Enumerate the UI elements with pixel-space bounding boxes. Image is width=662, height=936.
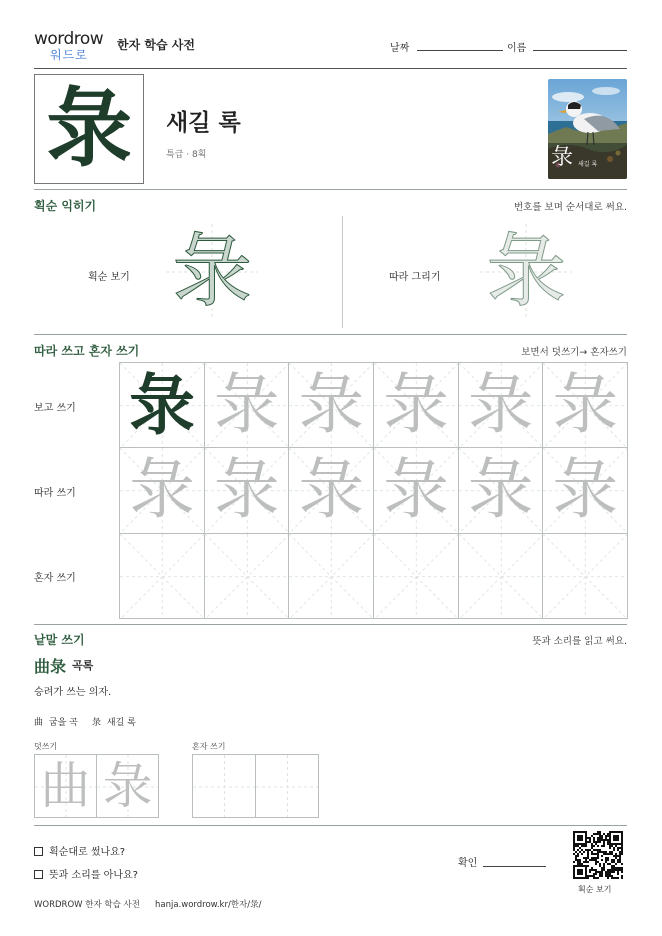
footer-url[interactable]: hanja.wordrow.kr/한자/彔/ [155, 900, 262, 910]
row-label-solo: 혼자 쓰기 [34, 573, 76, 584]
practice-cell[interactable] [119, 362, 205, 448]
qr-label: 획순 보기 [578, 885, 612, 894]
word-cell-guide [256, 755, 319, 818]
meaning-reading: 새길 록 [166, 110, 241, 136]
cell-guide-lines [459, 534, 544, 619]
word-cell[interactable] [255, 754, 319, 818]
word-char-gloss-2 [92, 715, 136, 728]
practice-cell[interactable] [458, 533, 544, 619]
word-char-gloss-1 [34, 715, 78, 728]
word-trace-char: 彔 [102, 757, 153, 815]
practice-cell[interactable] [373, 533, 459, 619]
confirm-field[interactable] [483, 866, 546, 867]
word-solo-boxes [192, 754, 318, 818]
practice-cell[interactable] [204, 533, 290, 619]
cell-guide-lines [374, 534, 459, 619]
trace-char: 彔 [467, 451, 534, 529]
practice-cell[interactable] [288, 447, 374, 533]
stroke-trace-figure[interactable] [480, 224, 572, 320]
practice-cell[interactable] [373, 362, 459, 448]
practice-cell[interactable] [204, 362, 290, 448]
practice-grid [119, 362, 627, 618]
trace-char: 彔 [467, 366, 534, 444]
row-label-see: 보고 쓰기 [34, 403, 76, 414]
word-trace-label: 덧쓰기 [34, 742, 58, 751]
checklist-item-2[interactable] [34, 866, 138, 881]
thumbnail-char: 彔 [551, 145, 574, 170]
trace-char: 彔 [382, 451, 449, 529]
word-trace-char: 曲 [40, 757, 91, 815]
check1-text: 획순대로 썼나요? [49, 847, 126, 858]
rule-3 [34, 624, 627, 625]
stroke-view-figure [166, 224, 258, 320]
qr-code[interactable] [573, 831, 623, 879]
stroke-trace-char: 彔 [486, 225, 566, 318]
trace-char: 彔 [128, 451, 195, 529]
footer-brand: WORDROW 한자 학습 사전 [34, 900, 140, 910]
logo-korean: 워드로 [50, 48, 88, 62]
main-char: 彔 [46, 78, 132, 179]
practice-section-note: 보면서 덧쓰기→ 혼자쓰기 [521, 347, 627, 358]
stroke-view-char: 彔 [172, 225, 252, 318]
stroke-section-title: 획순 익히기 [34, 199, 97, 213]
cell-guide-lines [120, 534, 205, 619]
main-char-box [34, 74, 144, 184]
rule-4 [34, 825, 627, 826]
checkbox-2[interactable] [34, 870, 43, 879]
bird-thumbnail [548, 79, 627, 179]
trace-char: 彔 [213, 451, 280, 529]
stroke-view-label: 획순 보기 [88, 272, 130, 283]
stroke-divider [342, 216, 343, 328]
practice-cell[interactable] [204, 447, 290, 533]
header-rule [34, 68, 627, 69]
rule-1 [34, 189, 627, 190]
practice-cell[interactable] [119, 447, 205, 533]
gloss-text-2: 새길 록 [106, 718, 136, 728]
trace-char: 彔 [382, 366, 449, 444]
gloss-text-1: 굽을 곡 [48, 718, 78, 728]
checkbox-1[interactable] [34, 847, 43, 856]
gloss-char-2: 彔 [92, 718, 102, 728]
practice-cell[interactable] [288, 533, 374, 619]
word-section-title: 낱말 쓰기 [34, 633, 85, 647]
stroke-section-note: 번호를 보며 순서대로 써요. [513, 202, 627, 213]
practice-section-title: 따라 쓰고 혼자 쓰기 [34, 344, 140, 358]
logo [34, 30, 104, 64]
word-section-note: 뜻과 소리를 읽고 써요. [532, 636, 627, 647]
trace-char: 彔 [298, 451, 365, 529]
model-char: 彔 [128, 366, 195, 445]
word-cell[interactable] [96, 754, 159, 818]
rule-2 [34, 334, 627, 335]
cell-guide-lines [205, 534, 290, 619]
confirm-label: 확인 [458, 858, 478, 869]
date-field[interactable] [417, 50, 503, 51]
gloss-char-1: 曲 [34, 718, 44, 728]
header-title: 한자 학습 사전 [117, 38, 195, 52]
thumbnail-caption: 새길 록 [578, 161, 598, 168]
date-label: 날짜 [390, 43, 410, 54]
practice-cell[interactable] [458, 362, 544, 448]
check2-text: 뜻과 소리를 아나요? [49, 870, 138, 881]
logo-wordmark: wordrow [34, 29, 104, 49]
trace-char: 彔 [213, 366, 280, 444]
word-definition: 승려가 쓰는 의자. [34, 687, 112, 698]
qr-code-graphic [573, 831, 623, 879]
practice-cell[interactable] [288, 362, 374, 448]
practice-cell[interactable] [542, 533, 628, 619]
word-cell-guide [193, 755, 256, 818]
word-solo-label: 혼자 쓰기 [192, 742, 226, 751]
word-reading: 곡록 [72, 659, 94, 672]
checklist-item-1[interactable] [34, 843, 125, 858]
trace-char: 彔 [298, 366, 365, 444]
trace-char: 彔 [552, 366, 619, 444]
practice-cell[interactable] [542, 362, 628, 448]
grade-strokes: 특급 · 8획 [166, 150, 207, 160]
cell-guide-lines [289, 534, 374, 619]
practice-cell[interactable] [458, 447, 544, 533]
practice-cell[interactable] [119, 533, 205, 619]
word-cell[interactable] [34, 754, 97, 818]
stroke-trace-label: 따라 그리기 [389, 272, 441, 283]
word-hanzi: 曲彔 [34, 657, 67, 676]
practice-cell[interactable] [373, 447, 459, 533]
practice-cell[interactable] [542, 447, 628, 533]
name-label: 이름 [507, 43, 527, 54]
word-trace-boxes [34, 754, 158, 818]
trace-char: 彔 [552, 451, 619, 529]
name-field[interactable] [533, 50, 627, 51]
word-cell[interactable] [192, 754, 256, 818]
cell-guide-lines [543, 534, 628, 619]
row-label-trace: 따라 쓰기 [34, 488, 76, 499]
